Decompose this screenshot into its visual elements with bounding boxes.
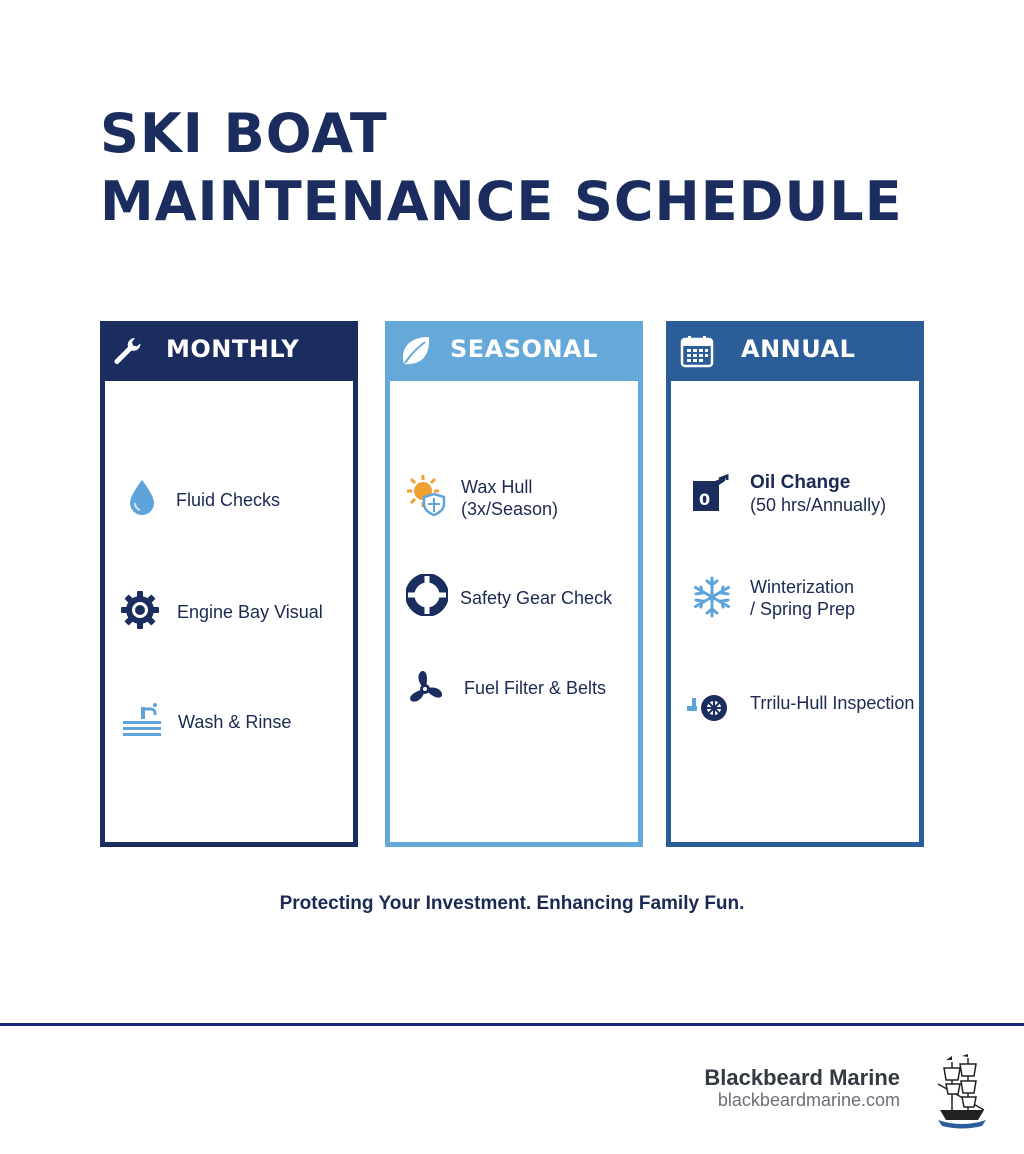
monthly-header: [100, 321, 358, 381]
propeller-icon: [404, 668, 446, 710]
monthly-label: MONTHLY: [166, 335, 300, 363]
seasonal-header: [385, 321, 643, 381]
item-label: Safety Gear Check: [460, 588, 613, 608]
item-label: [750, 471, 886, 516]
pirate-ship-icon: [934, 1054, 990, 1130]
item-label: Fuel Filter & Belts: [464, 678, 607, 698]
brand-name: Blackbeard Marine: [704, 1065, 900, 1090]
footer-divider: [0, 1023, 1024, 1026]
annual-header: [666, 321, 924, 381]
life-ring-icon: [406, 574, 448, 616]
tagline: Protecting Your Investment. Enhancing Family Fun.: [279, 893, 745, 914]
svg-text:0: 0: [699, 490, 711, 509]
wrench-icon: [110, 334, 144, 368]
oil-can-icon: [689, 473, 731, 515]
item-label-line-1: Wax Hull: [461, 477, 533, 497]
calendar-icon: [680, 334, 714, 368]
seasonal-label: SEASONAL: [450, 335, 598, 363]
item-label-line-2: (3x/Season): [461, 499, 559, 519]
item-label: Wash & Rinse: [178, 712, 292, 732]
page-title: [100, 100, 903, 236]
item-label-line-2: (50 hrs/Annually): [750, 495, 887, 515]
gear-icon: [119, 589, 161, 631]
item-label: Engine Bay Visual: [177, 602, 323, 622]
item-label: Fluid Checks: [176, 490, 281, 510]
seasonal-column: [385, 321, 643, 847]
item-label: [750, 576, 855, 620]
annual-label: ANNUAL: [741, 335, 856, 363]
title-line-2: MAINTENANCE SCHEDULE: [100, 170, 903, 233]
brand-url[interactable]: blackbeardmarine.com: [717, 1090, 900, 1110]
water-drop-icon: [121, 476, 163, 518]
through-hull-icon: [687, 686, 729, 728]
item-label-line-1: Oil Change: [750, 472, 851, 493]
snowflake-icon: [691, 576, 733, 618]
sun-shield-icon: [406, 474, 448, 516]
annual-column: [666, 321, 924, 847]
item-label-line-1: Winterization: [750, 577, 855, 597]
faucet-icon: [121, 701, 163, 743]
title-line-1: SKI BOAT: [100, 102, 388, 165]
monthly-column: [100, 321, 358, 847]
leaf-icon: [399, 334, 433, 368]
item-label-line-2: / Spring Prep: [750, 599, 856, 619]
item-label: Trrilu-Hull Inspection: [750, 693, 915, 713]
item-label: [461, 476, 558, 520]
